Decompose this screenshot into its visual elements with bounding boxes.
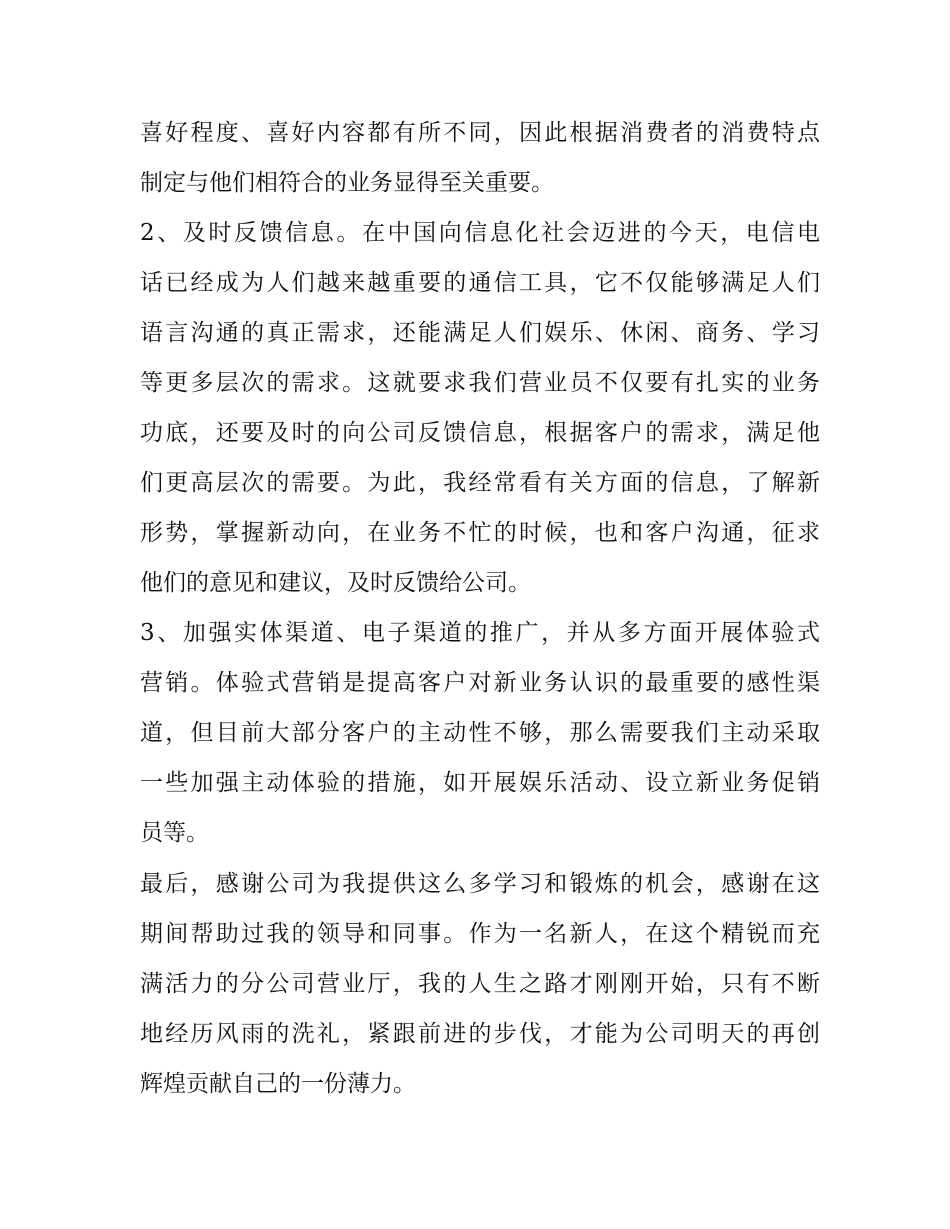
text-line: 辉煌贡献自己的一份薄力。 [140, 1071, 416, 1097]
text-line: 语言沟通的真正需求，还能满足人们娱乐、休闲、商务、学习 [140, 320, 820, 346]
text-line: 3、加强实体渠道、电子渠道的推广，并从多方面开展体验式 [140, 620, 820, 646]
text-line: 营销。体验式营销是提高客户对新业务认识的最重要的感性渠 [140, 670, 820, 696]
text-line: 地经历风雨的洗礼，紧跟前进的步伐，才能为公司明天的再创 [140, 1021, 820, 1047]
text-line: 话已经成为人们越来越重要的通信工具，它不仅能够满足人们 [140, 270, 820, 296]
text-line: 最后，感谢公司为我提供这么多学习和锻炼的机会，感谢在这 [140, 871, 820, 897]
text-line: 道，但目前大部分客户的主动性不够，那么需要我们主动采取 [140, 720, 820, 746]
text-line: 制定与他们相符合的业务显得至关重要。 [140, 170, 554, 196]
text-line: 满活力的分公司营业厅，我的人生之路才刚刚开始，只有不断 [140, 971, 820, 997]
text-line: 喜好程度、喜好内容都有所不同，因此根据消费者的消费特点 [140, 120, 820, 146]
text-line: 们更高层次的需要。为此，我经常看有关方面的信息，了解新 [140, 470, 820, 496]
text-line: 功底，还要及时的向公司反馈信息，根据客户的需求，满足他 [140, 420, 820, 446]
text-line: 2、及时反馈信息。在中国向信息化社会迈进的今天，电信电 [140, 220, 820, 246]
text-line: 等更多层次的需求。这就要求我们营业员不仅要有扎实的业务 [140, 370, 820, 396]
text-line: 期间帮助过我的领导和同事。作为一名新人，在这个精锐而充 [140, 921, 820, 947]
text-line: 形势，掌握新动向，在业务不忙的时候，也和客户沟通，征求 [140, 520, 820, 546]
text-line: 员等。 [140, 820, 209, 846]
text-line: 一些加强主动体验的措施，如开展娱乐活动、设立新业务促销 [140, 770, 820, 796]
text-line: 他们的意见和建议，及时反馈给公司。 [140, 570, 531, 596]
